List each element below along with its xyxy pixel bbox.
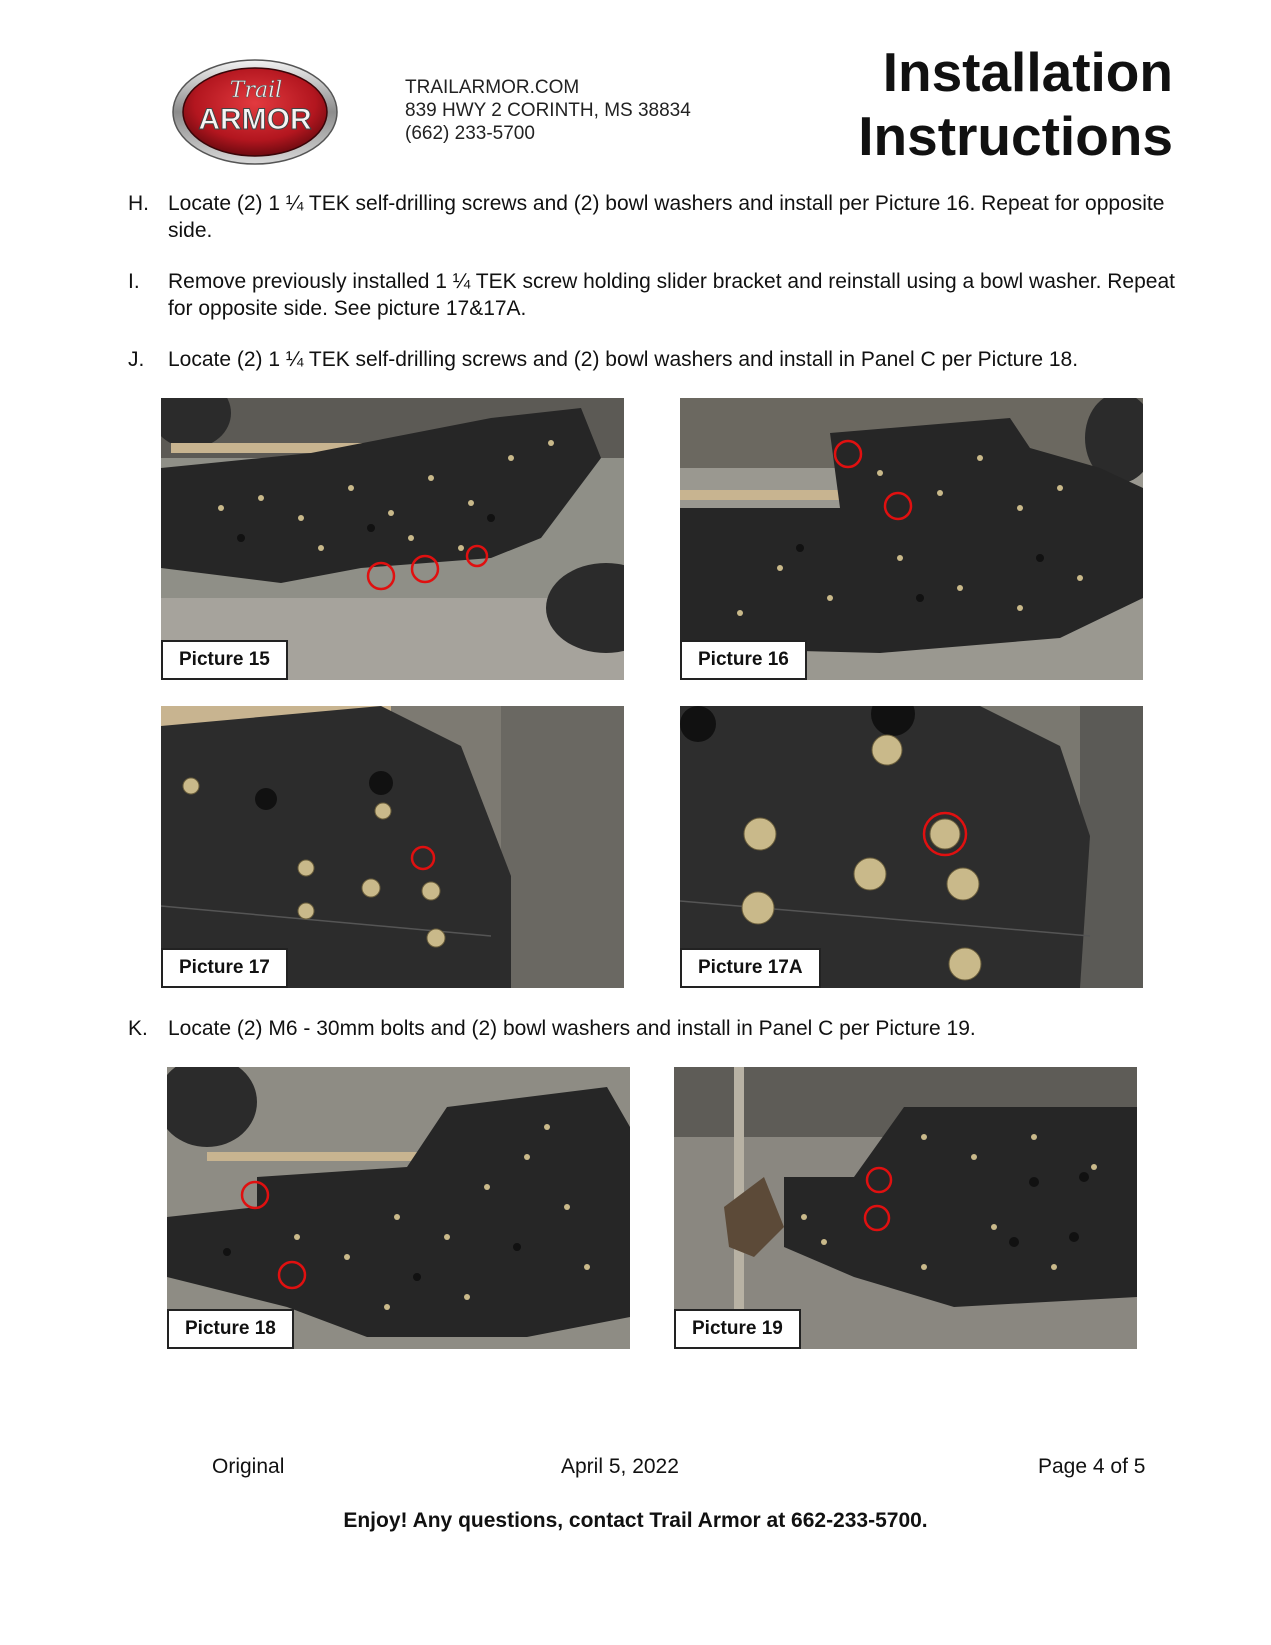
footer-page-number: Page 4 of 5: [1038, 1455, 1146, 1478]
picture-15-photo: [161, 398, 624, 680]
footer-closing-message: Enjoy! Any questions, contact Trail Armor at 662-233-5700.: [343, 1509, 928, 1532]
step-h: [128, 190, 1188, 244]
step-text: Locate (2) 1 ¼ TEK self-drilling screws and (2) bowl washers and install per Picture 16. Repeat for opposite side.: [168, 192, 1165, 242]
logo-text-trail: Trail: [229, 78, 283, 103]
picture-17a-photo: [680, 706, 1143, 988]
page-title: [858, 40, 1173, 168]
address-text: 839 HWY 2 CORINTH, MS 38834: [405, 100, 691, 121]
step-text: Locate (2) M6 - 30mm bolts and (2) bowl washers and install in Panel C per Picture 19.: [168, 1017, 976, 1040]
step-letter: J.: [128, 348, 145, 371]
website-text: TRAILARMOR.COM: [405, 77, 580, 98]
picture-19-photo: [674, 1067, 1137, 1349]
trail-armor-logo: [170, 57, 340, 167]
picture-17-photo: [161, 706, 624, 988]
picture-16-caption: Picture 16: [680, 640, 807, 680]
picture-19-caption: Picture 19: [674, 1309, 801, 1349]
footer-version: Original: [212, 1455, 285, 1478]
phone-text: (662) 233-5700: [405, 123, 535, 144]
contact-block: [405, 76, 691, 145]
step-text: Remove previously installed 1 ¼ TEK screw holding slider bracket and reinstall using a bowl washer. Repeat for opposite side. See picture 17&17A.: [168, 270, 1175, 320]
footer-date: April 5, 2022: [561, 1455, 679, 1478]
picture-18-caption: Picture 18: [167, 1309, 294, 1349]
page-title-line1: Installation: [882, 41, 1173, 103]
page-title-line2: Instructions: [858, 105, 1173, 167]
step-text: Locate (2) 1 ¼ TEK self-drilling screws and (2) bowl washers and install in Panel C per Picture 18.: [168, 348, 1079, 371]
step-letter: K.: [128, 1017, 148, 1040]
step-letter: H.: [128, 192, 149, 215]
step-letter: I.: [128, 270, 140, 293]
picture-18-photo: [167, 1067, 630, 1349]
picture-15-caption: Picture 15: [161, 640, 288, 680]
picture-17a-caption: Picture 17A: [680, 948, 821, 988]
logo-text-armor: ARMOR: [198, 103, 312, 136]
step-i: [128, 268, 1188, 322]
step-j: [128, 346, 1188, 373]
step-k: [128, 1015, 1188, 1042]
picture-16-photo: [680, 398, 1143, 680]
picture-17-caption: Picture 17: [161, 948, 288, 988]
